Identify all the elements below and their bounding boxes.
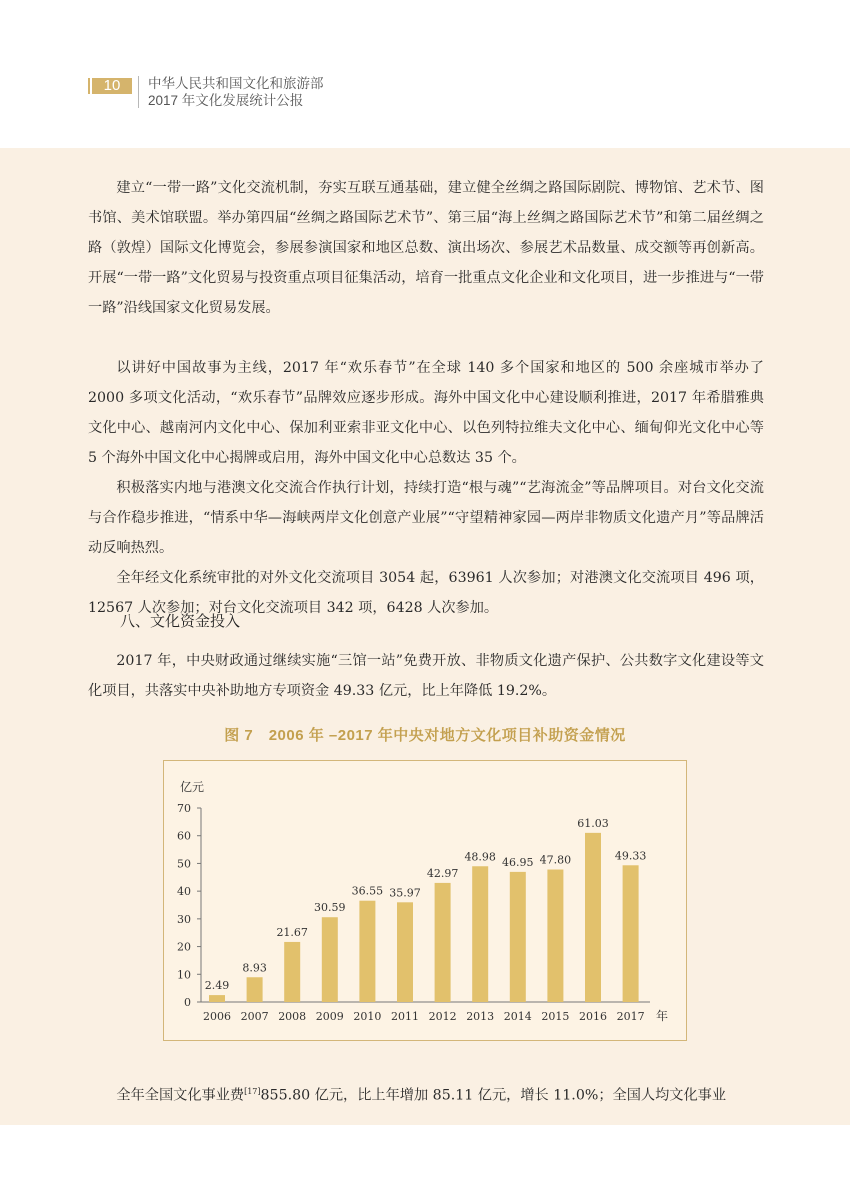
culture-expense-text-a: 全年全国文化事业费 bbox=[116, 1087, 245, 1104]
culture-expense-text-b: 855.80 亿元，比上年增加 85.11 亿元，增长 11.0%；全国人均文化事业 bbox=[260, 1087, 727, 1104]
paragraph-exchange-stats: 全年经文化系统审批的对外文化交流项目 3054 起，63961 人次参加；对港澳文化交流项目 496 项，12567 人次参加；对台文化交流项目 342 项，6428 人次参加。 bbox=[88, 570, 764, 616]
x-tick-label-2016: 2016 bbox=[579, 1010, 607, 1023]
bar-2011 bbox=[397, 902, 413, 1002]
y-tick-label: 0 bbox=[184, 996, 191, 1009]
x-axis-label: 年 bbox=[656, 1009, 669, 1023]
data-label-2017: 49.33 bbox=[614, 849, 647, 863]
bar-2014 bbox=[510, 872, 526, 1002]
bar-2010 bbox=[359, 901, 375, 1002]
header-title-line1: 中华人民共和国文化和旅游部 bbox=[148, 76, 324, 91]
x-tick-label-2011: 2011 bbox=[391, 1010, 419, 1023]
data-label-2012: 42.97 bbox=[426, 866, 459, 880]
header-divider bbox=[138, 76, 139, 108]
chart-marks bbox=[177, 802, 646, 1023]
header-title-line2: 2017 年文化发展统计公报 bbox=[148, 93, 304, 108]
paragraph-spring-festival: 以讲好中国故事为主线，2017 年“欢乐春节”在全球 140 多个国家和地区的 500 余座城市举办了 2000 多项文化活动，“欢乐春节”品牌效应逐步形成。海外中国文化中心建设顺利推进，2017 年希腊雅典文化中心、越南河内文化中心、保加利亚索非亚文化中心、以色列特拉维夫文化中心、缅甸仰光文化中心等 5 个海外中国文化中心揭牌或启用，海外中国文化中心总数达 35 个。 bbox=[88, 360, 764, 466]
x-tick-label-2014: 2014 bbox=[503, 1010, 532, 1023]
bar-2017 bbox=[623, 865, 639, 1002]
bar-2007 bbox=[247, 977, 263, 1002]
x-tick-label-2017: 2017 bbox=[616, 1010, 645, 1023]
data-label-2006: 2.49 bbox=[204, 979, 230, 993]
y-tick-label: 60 bbox=[177, 829, 191, 843]
data-label-2008: 21.67 bbox=[276, 925, 308, 939]
header-title bbox=[148, 75, 324, 109]
x-tick-label-2013: 2013 bbox=[466, 1010, 495, 1023]
figure-title: 图 7 2006 年 –2017 年中央对地方文化项目补助资金情况 bbox=[224, 727, 626, 744]
paragraph-funding: 2017 年，中央财政通过继续实施“三馆一站”免费开放、非物质文化遗产保护、公共数字文化建设等文化项目，共落实中央补助地方专项资金 49.33 亿元，比上年降低 19.2%。 bbox=[88, 653, 764, 699]
section-heading: 八、文化资金投入 bbox=[120, 613, 241, 630]
y-tick-label: 70 bbox=[177, 802, 191, 815]
data-label-2011: 35.97 bbox=[389, 886, 421, 900]
data-label-2007: 8.93 bbox=[242, 961, 267, 975]
y-tick-label: 10 bbox=[177, 968, 191, 982]
y-axis-label: 亿元 bbox=[180, 780, 205, 794]
data-label-2013: 48.98 bbox=[464, 850, 496, 864]
data-label-2015: 47.80 bbox=[539, 853, 572, 867]
y-tick-label: 30 bbox=[177, 912, 191, 926]
bar-2009 bbox=[322, 917, 338, 1002]
y-tick-label: 50 bbox=[177, 857, 191, 871]
page-header bbox=[0, 0, 850, 148]
bar-2015 bbox=[547, 870, 563, 1002]
chart-frame bbox=[163, 760, 687, 1041]
x-tick-label-2009: 2009 bbox=[315, 1010, 344, 1023]
bar-2012 bbox=[435, 883, 451, 1002]
data-label-2016: 61.03 bbox=[577, 816, 609, 830]
x-tick-label-2012: 2012 bbox=[428, 1010, 457, 1023]
data-label-2014: 46.95 bbox=[502, 855, 534, 869]
data-label-2010: 36.55 bbox=[351, 884, 384, 898]
x-tick-label-2006: 2006 bbox=[203, 1010, 231, 1023]
x-tick-label-2007: 2007 bbox=[240, 1010, 269, 1023]
paragraph-belt-road: 建立“一带一路”文化交流机制，夯实互联互通基础，建立健全丝绸之路国际剧院、博物馆、艺术节、图书馆、美术馆联盟。举办第四届“丝绸之路国际艺术节”、第三届“海上丝绸之路国际艺术节”和第二届丝绸之路（敦煌）国际文化博览会，参展参演国家和地区总数、演出场次、参展艺术品数量、成交额等再创新高。开展“一带一路”文化贸易与投资重点项目征集活动，培育一批重点文化企业和文化项目，进一步推进与“一带一路”沿线国家文化贸易发展。 bbox=[88, 180, 764, 316]
data-label-2009: 30.59 bbox=[314, 901, 346, 915]
x-tick-label-2015: 2015 bbox=[541, 1010, 570, 1023]
bar-2013 bbox=[472, 866, 488, 1002]
y-tick-label: 20 bbox=[177, 940, 191, 954]
bar-2008 bbox=[284, 942, 300, 1002]
y-tick-label: 40 bbox=[177, 885, 191, 899]
bar-2006 bbox=[209, 995, 225, 1002]
page-number: 10 bbox=[92, 78, 132, 94]
bar-2016 bbox=[585, 833, 601, 1002]
x-tick-label-2010: 2010 bbox=[353, 1010, 382, 1023]
footnote-ref: [17] bbox=[244, 1087, 261, 1096]
bar-chart bbox=[164, 761, 686, 1040]
paragraph-culture-expense bbox=[88, 1077, 764, 1111]
x-tick-label-2008: 2008 bbox=[278, 1010, 307, 1023]
paragraph-hk-macao-taiwan: 积极落实内地与港澳文化交流合作执行计划，持续打造“根与魂”“艺海流金”等品牌项目。对台文化交流与合作稳步推进，“情系中华—海峡两岸文化创意产业展”“守望精神家园—两岸非物质文化遗产月”等品牌活动反响热烈。 bbox=[88, 480, 764, 556]
